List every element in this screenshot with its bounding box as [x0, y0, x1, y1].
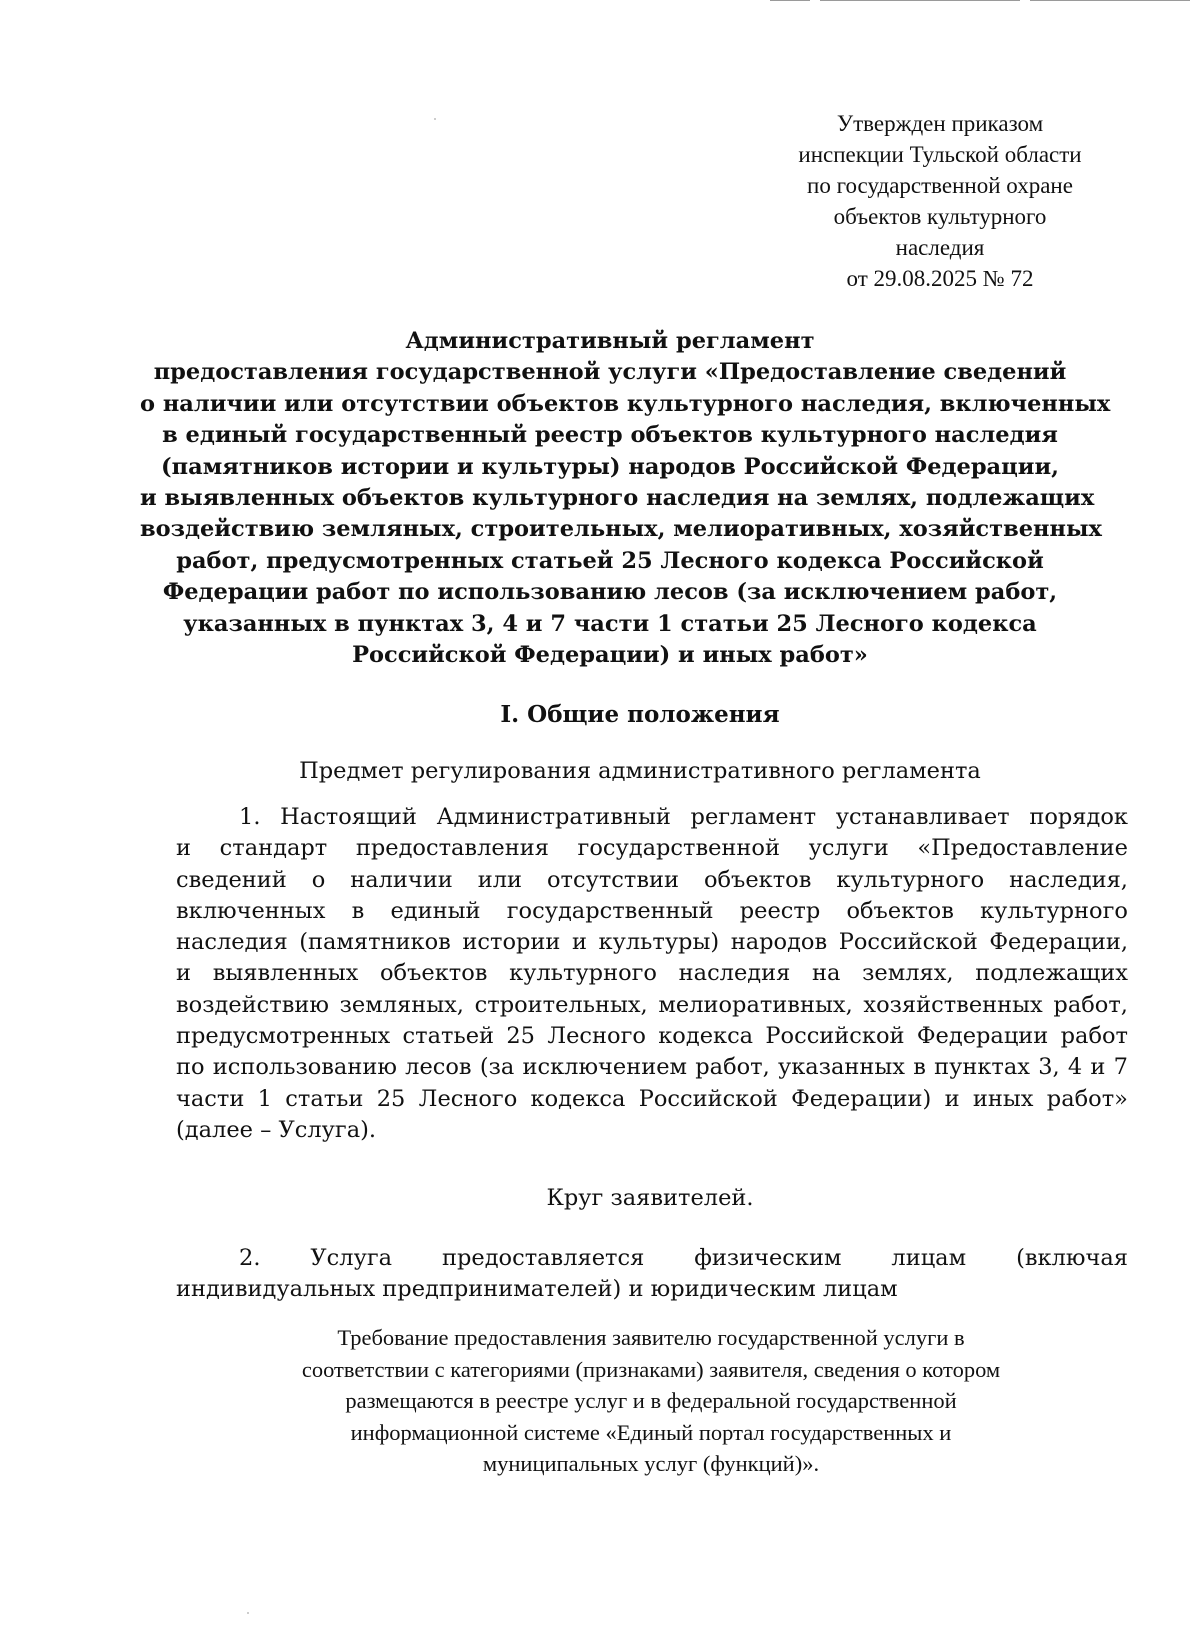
paragraph-word: подлежащих: [975, 960, 1128, 987]
paragraph-word: работ,: [1053, 991, 1128, 1018]
paragraph-line: [176, 802, 1128, 833]
approval-block: [740, 108, 1140, 294]
paragraph-word: стандарт: [219, 835, 328, 862]
paragraph-word: мелиоративных,: [658, 991, 853, 1018]
paragraph-word: строительных,: [474, 991, 648, 1018]
scan-speck: [247, 1612, 249, 1614]
paragraph-word: Лесного: [418, 1085, 518, 1112]
paragraph-2: [176, 1243, 1128, 1306]
paragraph-line: [176, 1243, 1128, 1274]
requirement-block: [170, 1322, 1132, 1480]
paragraph-line: [176, 990, 1128, 1021]
paragraph-word: единый: [390, 897, 481, 924]
paragraph-word: Федерации): [791, 1085, 932, 1112]
requirement-line: муниципальных услуг (функций)».: [482, 1451, 820, 1477]
paragraph-word: выявленных: [212, 960, 359, 987]
paragraph-word: воздействию: [176, 991, 329, 1018]
approval-line: по государственной охране: [807, 173, 1073, 198]
paragraph-word: использованию: [212, 1054, 397, 1081]
paragraph-word: или: [477, 866, 523, 893]
paragraph-line: [176, 865, 1128, 896]
paragraph-word: кодекса: [530, 1085, 626, 1112]
paragraph-word: (далее – Услуга).: [176, 1116, 377, 1143]
paragraph-word: (включая: [1016, 1245, 1128, 1271]
paragraph-word: работ: [1060, 1023, 1128, 1050]
paragraph-word: 1.: [239, 804, 261, 830]
paragraph-word: указанных: [778, 1054, 905, 1081]
paragraph-word: включенных: [176, 897, 326, 924]
paragraph-word: услуги: [808, 835, 889, 862]
paragraph-word: Федерации,: [989, 929, 1128, 956]
paragraph-word: о: [311, 866, 326, 893]
title-line: указанных в пунктах 3, 4 и 7 части 1 статьи 25 Лесного кодекса: [183, 610, 1037, 637]
paragraph-word: 7: [1113, 1054, 1128, 1081]
paragraph-line: [176, 1115, 1128, 1146]
paragraph-word: наследия: [678, 960, 791, 987]
paragraph-word: предоставляется: [441, 1245, 645, 1271]
paragraph-word: государственный: [506, 897, 714, 924]
paragraph-word: объектов: [846, 897, 954, 924]
approval-line: объектов культурного: [833, 204, 1047, 229]
scan-artifact: [1030, 0, 1190, 1]
paragraph-word: народов: [730, 929, 828, 956]
paragraph-word: по: [176, 1054, 205, 1081]
paragraph-word: хозяйственных: [863, 991, 1043, 1018]
paragraph-word: в: [351, 897, 365, 924]
paragraph-word: 3,: [1038, 1054, 1060, 1081]
title-line: воздействию земляных, строительных, мелиоративных, хозяйственных: [140, 516, 1102, 543]
approval-line: наследия: [895, 235, 985, 260]
document-title: [140, 326, 1111, 671]
paragraph-word: пунктах: [934, 1054, 1030, 1081]
paragraph-word: и: [571, 929, 587, 956]
paragraph-word: на: [812, 960, 841, 987]
paragraph-word: Российской: [838, 929, 978, 956]
paragraph-word: культурного: [980, 897, 1128, 924]
paragraph-word: наследия,: [1009, 866, 1128, 893]
paragraph-word: кодекса: [658, 1023, 754, 1050]
paragraph-word: устанавливает: [835, 804, 1010, 830]
paragraph-word: объектов: [380, 960, 488, 987]
paragraph-word: наследия: [176, 929, 288, 956]
approval-line: инспекции Тульской области: [798, 142, 1082, 167]
paragraph-word: «Предоставление: [917, 835, 1128, 862]
requirement-line: соответствии с категориями (признаками) заявителя, сведения о котором: [301, 1356, 1001, 1382]
paragraph-word: порядок: [1029, 804, 1128, 830]
paragraph-word: 1: [257, 1085, 272, 1112]
paragraph-word: предусмотренных: [176, 1023, 391, 1050]
paragraph-word: Лесного: [547, 1023, 646, 1050]
approval-line: Утвержден приказом: [836, 111, 1044, 136]
paragraph-line: [176, 958, 1128, 989]
scan-speck: [434, 118, 436, 120]
paragraph-word: части: [176, 1085, 245, 1112]
approval-line: от 29.08.2025 № 72: [846, 266, 1034, 291]
section-heading: I. Общие положения: [500, 701, 780, 728]
paragraph-line: [176, 1274, 1128, 1305]
title-line: и выявленных объектов культурного наследия на землях, подлежащих: [140, 485, 1095, 512]
paragraph-word: земляных,: [339, 991, 464, 1018]
paragraph-word: Настоящий: [280, 804, 417, 830]
paragraph-word: государственной: [577, 835, 780, 862]
title-line: (памятников истории и культуры) народов Российской Федерации,: [161, 453, 1059, 480]
title-line: в единый государственный реестр объектов культурного наследия: [162, 422, 1058, 449]
scan-artifact: [820, 0, 1020, 1]
paragraph-word: в: [913, 1054, 926, 1081]
paragraph-word: объектов: [703, 866, 812, 893]
paragraph-word: статьи: [285, 1085, 364, 1112]
paragraph-word: и: [176, 835, 191, 862]
paragraph-line: [176, 927, 1128, 958]
paragraph-word: предоставления: [355, 835, 549, 862]
paragraph-word: культурного: [509, 960, 657, 987]
paragraph-word: (за: [479, 1054, 515, 1081]
paragraph-word: работ»: [1046, 1085, 1128, 1112]
paragraph-word: и: [176, 960, 191, 987]
paragraph-word: сведений: [176, 866, 287, 893]
paragraph-word: (памятников: [299, 929, 451, 956]
paragraph-word: наличии: [350, 866, 453, 893]
paragraph-word: лицам: [891, 1245, 967, 1271]
applicants-heading: Круг заявителей.: [546, 1185, 754, 1211]
requirement-line: информационной системе «Единый портал государственных и: [350, 1419, 952, 1445]
paragraph-word: Российской: [765, 1023, 905, 1050]
title-line: предоставления государственной услуги «Предоставление сведений: [153, 359, 1067, 386]
paragraph-word: работ,: [695, 1054, 770, 1081]
paragraph-line: [176, 1084, 1128, 1115]
scan-artifact: [770, 0, 810, 1]
paragraph-word: 2.: [239, 1245, 261, 1271]
paragraph-word: 4: [1067, 1054, 1083, 1081]
paragraph-word: культурного: [836, 866, 985, 893]
paragraph-word: культуры): [598, 929, 720, 956]
paragraph-line: [176, 1052, 1128, 1083]
paragraph-word: Российской: [638, 1085, 778, 1112]
paragraph-word: реестр: [739, 897, 821, 924]
paragraph-word: исключением: [522, 1054, 688, 1081]
paragraph-word: и: [944, 1085, 960, 1112]
paragraph-word: 25: [376, 1085, 406, 1112]
paragraph-word: землях,: [862, 960, 954, 987]
paragraph-word: и: [1090, 1054, 1106, 1081]
title-line: Федерации работ по использованию лесов (за исключением работ,: [162, 579, 1058, 606]
paragraph-word: Услуга: [310, 1245, 393, 1271]
paragraph-word: регламент: [690, 804, 817, 830]
paragraph-word: физическим: [694, 1245, 842, 1271]
title-line: о наличии или отсутствии объектов культурного наследия, включенных: [140, 390, 1111, 417]
paragraph-word: истории: [462, 929, 561, 956]
paragraph-word: иных: [972, 1085, 1034, 1112]
title-line: работ, предусмотренных статьей 25 Лесного кодекса Российской: [176, 547, 1044, 574]
title-line: Российской Федерации) и иных работ»: [352, 642, 868, 669]
paragraph-word: лесов: [405, 1054, 472, 1081]
paragraph-word: отсутствии: [546, 866, 679, 893]
paragraph-line: [176, 833, 1128, 864]
title-line: Административный регламент: [405, 328, 815, 354]
paragraph-line: [176, 1021, 1128, 1052]
paragraph-word: 25: [506, 1023, 535, 1050]
paragraph-1: [176, 802, 1128, 1146]
paragraph-line: [176, 896, 1128, 927]
paragraph-word: индивидуальных предпринимателей) и юридическим лицам: [176, 1276, 898, 1303]
paragraph-word: статьей: [402, 1023, 495, 1050]
paragraph-word: Административный: [436, 804, 671, 830]
subject-heading: Предмет регулирования административного регламента: [299, 758, 981, 784]
requirement-line: размещаются в реестре услуг и в федеральной государственной: [345, 1388, 957, 1414]
requirement-line: Требование предоставления заявителю государственной услуги в: [337, 1325, 965, 1350]
paragraph-word: Федерации: [916, 1023, 1049, 1050]
